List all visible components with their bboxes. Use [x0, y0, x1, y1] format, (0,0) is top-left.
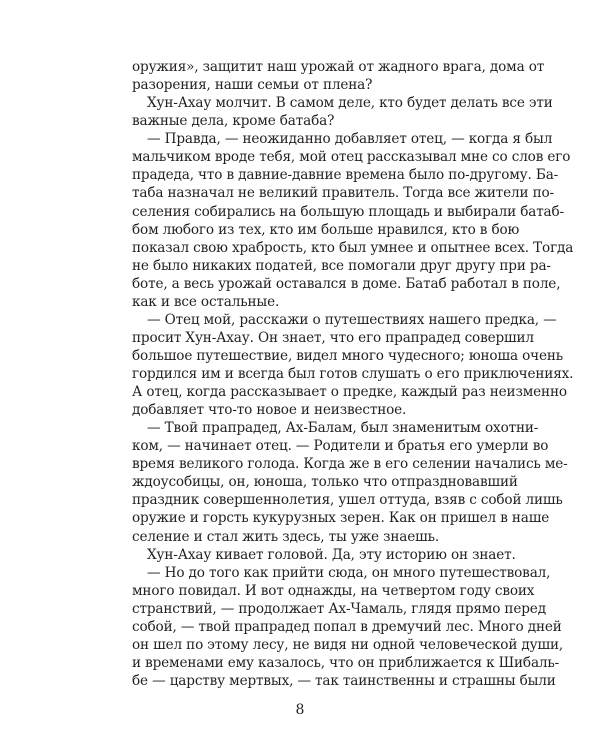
text-line: оружие и горсть кукурузных зерен. Как он пришел в наше: [132, 510, 550, 527]
text-line: Хун-Ахау молчит. В самом деле, кто будет делать все эти: [147, 95, 553, 112]
text-line: мальчиком вроде тебя, мой отец рассказывал мне со слов его: [132, 149, 571, 166]
text-line: оружия», защитит наш урожай от жадного врага, дома от: [132, 59, 545, 75]
text-line: — Но до того как прийти сюда, он много путешествовал,: [147, 564, 551, 581]
text-line: важные дела, кроме батаба?: [132, 113, 335, 130]
text-line: ком, — начинает отец. — Родители и братья его умерли во: [132, 438, 549, 455]
page-number: 8: [295, 702, 305, 718]
text-line: селение и стал жить здесь, ты уже знаешь.: [132, 528, 440, 545]
text-line: А отец, когда рассказывает о предке, каждый раз неизменно: [132, 384, 567, 400]
text-line: много повидал. И вот однажды, на четвертом году своих: [132, 582, 535, 599]
text-line: гордился им и всегда был готов слушать о его приключениях.: [132, 366, 574, 382]
text-line: селения собирались на большую площадь и выбирали батаб-: [132, 203, 564, 220]
text-line: бом любого из тех, кто им больше нравился, кто в бою: [132, 221, 520, 238]
text-line: он шел по этому лесу, не видя ни одной человеческой души,: [132, 636, 564, 653]
text-line: Хун-Ахау кивает головой. Да, эту историю он знает.: [147, 546, 516, 563]
text-line: собой, — твой прапрадед попал в дремучий лес. Много дней: [132, 618, 562, 635]
text-line: — Твой прапрадед, Ах-Балам, был знаменитым охотни-: [147, 420, 539, 437]
text-line: праздник совершеннолетия, ушел оттуда, взяв с собой лишь: [132, 492, 563, 509]
text-line: — Отец мой, расскажи о путешествиях нашего предка, —: [147, 311, 557, 328]
text-line: большое путешествие, видел много чудесного; юноша очень: [132, 347, 563, 364]
text-line: показал свою храбрость, кто был умнее и опытнее всех. Тогда: [132, 239, 574, 256]
text-line: — Правда, — неожиданно добавляет отец, — когда я был: [147, 131, 553, 148]
text-line: как и все остальные.: [132, 293, 280, 310]
text-line: таба назначал не великий правитель. Тогда все жители по-: [132, 185, 554, 202]
text-line: бе — царству мертвых, — так таинственны и страшны были: [132, 672, 556, 689]
text-line: просит Хун-Ахау. Он знает, что его прапрадед совершил: [132, 329, 534, 346]
text-line: и временами ему казалось, что он приближается к Шибаль-: [132, 654, 560, 671]
text-line: странствий, — продолжает Ах-Чамаль, глядя прямо перед: [132, 600, 546, 617]
text-line: добавляет что-то новое и неизвестное.: [132, 402, 407, 419]
text-line: разорения, наши семьи от плена?: [132, 77, 373, 94]
text-line: боте, а весь урожай оставался в доме. Батаб работал в поле,: [132, 275, 561, 292]
text-line: время великого голода. Когда же в его селении начались ме-: [132, 456, 568, 473]
text-line: не было никаких податей, все помогали друг другу при ра-: [132, 257, 551, 274]
text-line: ждоусобицы, он, юноша, только что отпраздновавший: [132, 474, 518, 491]
text-line: прадеда, что в давние-давние времена было по-другому. Ба-: [132, 167, 559, 184]
